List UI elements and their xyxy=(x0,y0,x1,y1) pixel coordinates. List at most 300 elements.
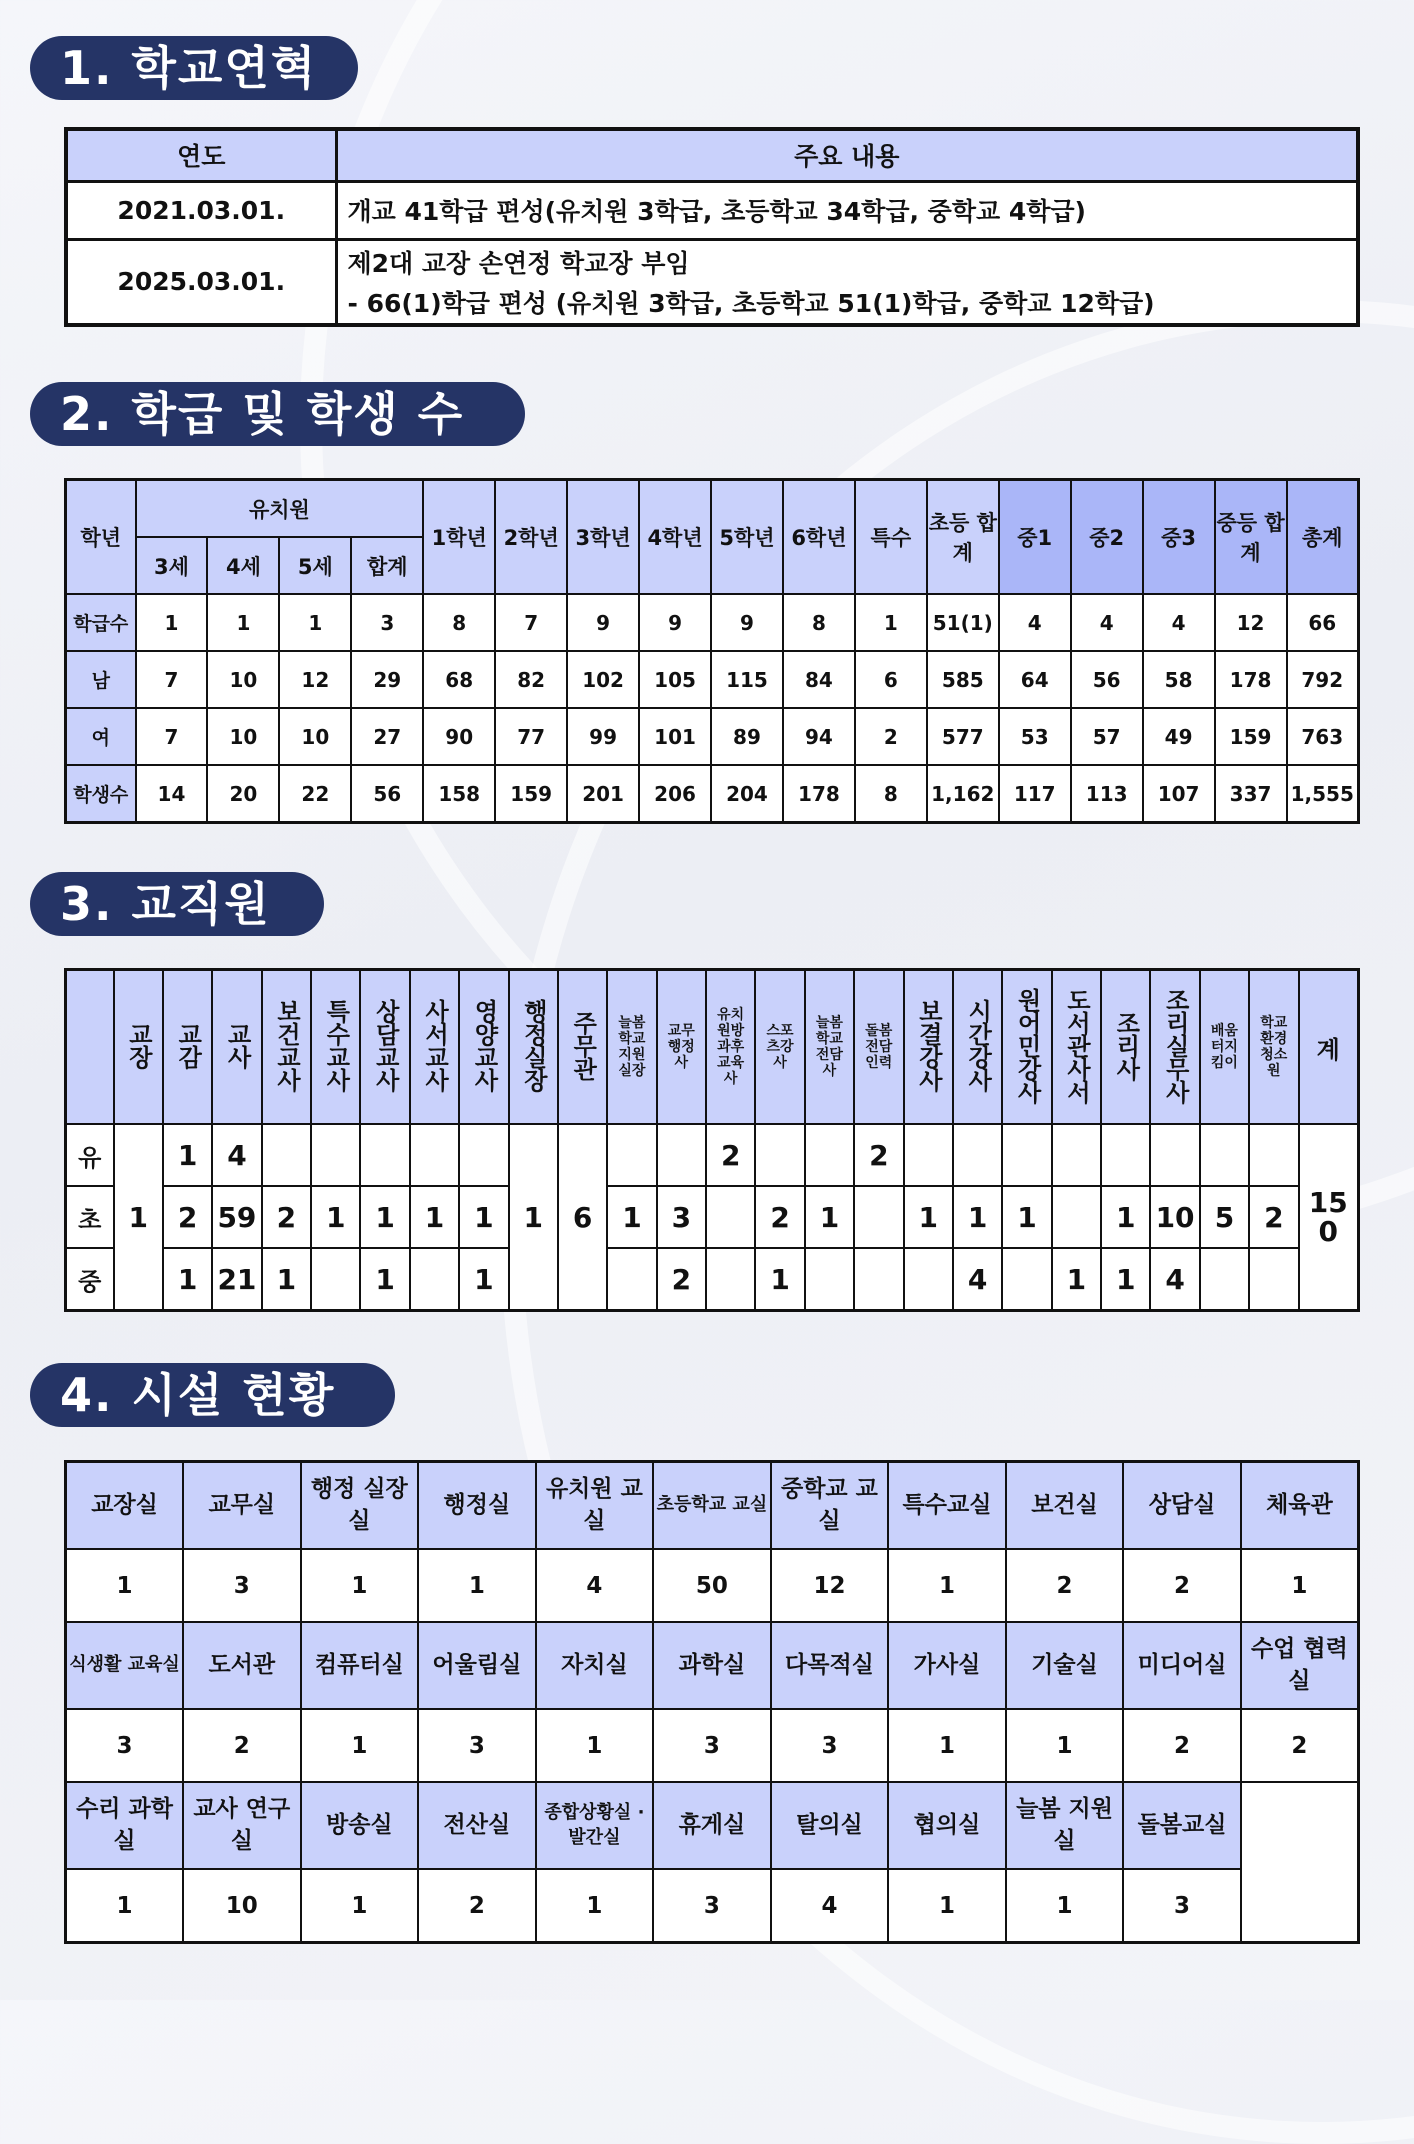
staff-cell xyxy=(755,1124,804,1186)
staff-cell xyxy=(1249,1124,1298,1186)
staff-cell xyxy=(706,1186,755,1248)
staff-cell: 2 xyxy=(755,1186,804,1248)
students-cell: 9 xyxy=(639,594,711,651)
staff-header-label: 학교환경청소원 xyxy=(1260,1014,1288,1080)
column-header: 2학년 xyxy=(495,480,567,595)
staff-header xyxy=(854,970,903,1125)
facility-count: 12 xyxy=(771,1549,889,1622)
facility-name: 기술실 xyxy=(1006,1622,1124,1709)
students-cell: 10 xyxy=(279,708,351,765)
students-cell: 4 xyxy=(1143,594,1215,651)
students-cell: 204 xyxy=(711,765,783,823)
facility-count: 1 xyxy=(888,1869,1006,1943)
staff-row xyxy=(66,1186,1359,1248)
history-content: 개교 41학급 편성(유치원 3학급, 초등학교 34학급, 중학교 4학급) xyxy=(336,181,1358,239)
students-cell: 51(1) xyxy=(927,594,999,651)
facility-empty-cell xyxy=(1241,1782,1359,1943)
facility-name: 자치실 xyxy=(536,1622,654,1709)
section-title-staff: 3. 교직원 xyxy=(30,872,324,936)
staff-header-label: 시간강사 xyxy=(963,999,992,1091)
students-cell: 68 xyxy=(423,651,495,708)
kinder-subheader: 3세 xyxy=(136,537,208,594)
staff-header-label: 유치원방과후교육사 xyxy=(717,1006,745,1088)
facility-count: 1 xyxy=(888,1709,1006,1782)
staff-cell: 5 xyxy=(1200,1186,1249,1248)
staff-cell xyxy=(1101,1124,1150,1186)
staff-header-label: 늘봄학교전담사 xyxy=(815,1014,843,1080)
facility-name: 전산실 xyxy=(418,1782,536,1869)
history-header-content: 주요 내용 xyxy=(336,129,1358,181)
history-header-year: 연도 xyxy=(66,129,336,181)
students-cell: 115 xyxy=(711,651,783,708)
students-cell: 159 xyxy=(1215,708,1287,765)
staff-header-label: 원어민강사 xyxy=(1013,987,1042,1103)
facility-name: 돌봄교실 xyxy=(1123,1782,1241,1869)
students-cell: 4 xyxy=(1071,594,1143,651)
students-cell: 7 xyxy=(136,651,208,708)
facility-count: 3 xyxy=(66,1709,184,1782)
staff-header-label: 교장 xyxy=(124,1022,153,1068)
facility-name: 교사 연구실 xyxy=(183,1782,301,1869)
staff-cell: 1 xyxy=(459,1186,508,1248)
column-header: 1학년 xyxy=(423,480,495,595)
history-content xyxy=(336,239,1358,325)
facility-name: 미디어실 xyxy=(1123,1622,1241,1709)
students-cell: 178 xyxy=(783,765,855,823)
staff-row-label: 중 xyxy=(66,1248,114,1311)
students-cell: 3 xyxy=(351,594,423,651)
staff-cell xyxy=(311,1124,360,1186)
staff-row-label: 유 xyxy=(66,1124,114,1186)
staff-header xyxy=(360,970,409,1125)
students-table xyxy=(64,478,1360,824)
students-cell: 10 xyxy=(207,708,279,765)
history-table xyxy=(64,127,1360,327)
facility-name: 종합상황실 ·발간실 xyxy=(536,1782,654,1869)
facility-count: 1 xyxy=(1006,1869,1124,1943)
facility-count: 10 xyxy=(183,1869,301,1943)
students-cell: 53 xyxy=(999,708,1071,765)
staff-cell xyxy=(1052,1186,1101,1248)
facility-name: 행정 실장실 xyxy=(301,1462,419,1550)
staff-row-label: 초 xyxy=(66,1186,114,1248)
staff-header-label: 조리사 xyxy=(1111,1010,1140,1080)
students-cell: 22 xyxy=(279,765,351,823)
staff-cell xyxy=(657,1124,706,1186)
column-header: 중1 xyxy=(999,480,1071,595)
students-cell: 6 xyxy=(855,651,927,708)
staff-cell xyxy=(904,1248,953,1311)
staff-cell: 1 xyxy=(410,1186,459,1248)
staff-header-label: 스포츠강사 xyxy=(766,1022,794,1072)
students-cell: 763 xyxy=(1287,708,1359,765)
facility-name: 협의실 xyxy=(888,1782,1006,1869)
students-cell: 7 xyxy=(495,594,567,651)
staff-header-label: 늘봄학교지원실장 xyxy=(618,1014,646,1080)
students-body xyxy=(66,594,1359,823)
staff-header-label: 상담교사 xyxy=(371,999,400,1091)
column-header: 초등 합계 xyxy=(927,480,999,595)
students-cell: 201 xyxy=(567,765,639,823)
facility-count: 3 xyxy=(183,1549,301,1622)
staff-cell xyxy=(262,1124,311,1186)
facility-count: 1 xyxy=(1241,1549,1359,1622)
students-cell: 56 xyxy=(351,765,423,823)
staff-cell xyxy=(805,1248,854,1311)
staff-cell: 2 xyxy=(854,1124,903,1186)
staff-cell: 10 xyxy=(1150,1186,1199,1248)
staff-cell: 2 xyxy=(262,1186,311,1248)
staff-header-label: 배움터지킴이 xyxy=(1210,1022,1238,1072)
students-cell: 102 xyxy=(567,651,639,708)
facility-name: 보건실 xyxy=(1006,1462,1124,1550)
staff-cell: 1 xyxy=(755,1248,804,1311)
staff-row xyxy=(66,1248,1359,1311)
staff-header xyxy=(509,970,558,1125)
staff-cell: 1 xyxy=(1052,1248,1101,1311)
staff-cell xyxy=(410,1248,459,1311)
staff-header-label: 교무행정사 xyxy=(667,1022,695,1072)
students-row xyxy=(66,651,1359,708)
facility-name: 컴퓨터실 xyxy=(301,1622,419,1709)
facility-name: 수업 협력실 xyxy=(1241,1622,1359,1709)
students-cell: 56 xyxy=(1071,651,1143,708)
staff-cell xyxy=(1002,1248,1051,1311)
staff-header xyxy=(163,970,212,1125)
staff-header-label: 사서교사 xyxy=(420,999,449,1091)
facility-count: 2 xyxy=(183,1709,301,1782)
column-header: 4학년 xyxy=(639,480,711,595)
staff-cell: 1 xyxy=(262,1248,311,1311)
column-header: 3학년 xyxy=(567,480,639,595)
facility-name: 도서관 xyxy=(183,1622,301,1709)
students-cell: 158 xyxy=(423,765,495,823)
staff-cell xyxy=(1249,1248,1298,1311)
column-header: 중2 xyxy=(1071,480,1143,595)
students-cell: 29 xyxy=(351,651,423,708)
staff-cell: 1 xyxy=(805,1186,854,1248)
facility-name: 유치원 교실 xyxy=(536,1462,654,1550)
staff-header-label: 교감 xyxy=(173,1022,202,1068)
students-row xyxy=(66,594,1359,651)
students-cell: 1 xyxy=(136,594,208,651)
students-cell: 1 xyxy=(207,594,279,651)
students-cell: 577 xyxy=(927,708,999,765)
facility-name: 중학교 교실 xyxy=(771,1462,889,1550)
facility-name: 다목적실 xyxy=(771,1622,889,1709)
staff-cell xyxy=(904,1124,953,1186)
staff-cell xyxy=(1150,1124,1199,1186)
staff-header xyxy=(114,970,163,1125)
section-title-facilities: 4. 시설 현황 xyxy=(30,1363,395,1427)
students-cell: 12 xyxy=(1215,594,1287,651)
staff-cell xyxy=(1052,1124,1101,1186)
facility-name: 늘봄 지원실 xyxy=(1006,1782,1124,1869)
staff-header xyxy=(410,970,459,1125)
staff-header-label: 보결강사 xyxy=(914,999,943,1091)
students-cell: 337 xyxy=(1215,765,1287,823)
students-cell: 10 xyxy=(207,651,279,708)
students-cell: 57 xyxy=(1071,708,1143,765)
staff-cell: 21 xyxy=(212,1248,261,1311)
staff-header xyxy=(1101,970,1150,1125)
students-cell: 2 xyxy=(855,708,927,765)
kinder-subheader: 합계 xyxy=(351,537,423,594)
students-cell: 4 xyxy=(999,594,1071,651)
staff-header-label: 도서관사서 xyxy=(1062,987,1091,1103)
students-cell: 20 xyxy=(207,765,279,823)
column-header: 총계 xyxy=(1287,480,1359,595)
facilities-table xyxy=(64,1460,1360,1944)
students-cell: 84 xyxy=(783,651,855,708)
students-cell: 585 xyxy=(927,651,999,708)
staff-cell: 2 xyxy=(1249,1186,1298,1248)
facility-count: 2 xyxy=(1006,1549,1124,1622)
staff-table xyxy=(64,968,1360,1312)
staff-header-label: 행정실장 xyxy=(519,999,548,1091)
facility-name: 가사실 xyxy=(888,1622,1006,1709)
staff-cell: 2 xyxy=(163,1186,212,1248)
facility-count: 3 xyxy=(1123,1869,1241,1943)
staff-cell: 1 xyxy=(1101,1248,1150,1311)
kinder-subheader: 4세 xyxy=(207,537,279,594)
staff-header-label: 보건교사 xyxy=(272,999,301,1091)
students-cell: 1,162 xyxy=(927,765,999,823)
staff-cell: 1 xyxy=(607,1186,656,1248)
facility-count: 2 xyxy=(1123,1709,1241,1782)
students-cell: 792 xyxy=(1287,651,1359,708)
staff-header xyxy=(953,970,1002,1125)
facility-name: 상담실 xyxy=(1123,1462,1241,1550)
column-header: 중3 xyxy=(1143,480,1215,595)
staff-cell: 1 xyxy=(1002,1186,1051,1248)
staff-cell: 1 xyxy=(360,1186,409,1248)
staff-header xyxy=(262,970,311,1125)
staff-corner xyxy=(66,970,114,1125)
staff-row xyxy=(66,1124,1359,1186)
staff-cell xyxy=(459,1124,508,1186)
staff-header xyxy=(706,970,755,1125)
staff-cell: 1 xyxy=(163,1248,212,1311)
students-cell: 107 xyxy=(1143,765,1215,823)
students-cell: 49 xyxy=(1143,708,1215,765)
students-cell: 1 xyxy=(855,594,927,651)
facility-name-row xyxy=(66,1782,1359,1869)
students-cell: 64 xyxy=(999,651,1071,708)
students-cell: 9 xyxy=(567,594,639,651)
staff-cell: 2 xyxy=(706,1124,755,1186)
students-cell: 58 xyxy=(1143,651,1215,708)
history-year: 2025.03.01. xyxy=(66,239,336,325)
students-cell: 27 xyxy=(351,708,423,765)
facility-name-row xyxy=(66,1462,1359,1550)
facility-count: 4 xyxy=(536,1549,654,1622)
facility-count: 1 xyxy=(301,1549,419,1622)
staff-header xyxy=(459,970,508,1125)
column-header: 특수 xyxy=(855,480,927,595)
staff-header xyxy=(558,970,607,1125)
facility-name: 식생활 교육실 xyxy=(66,1622,184,1709)
students-cell: 14 xyxy=(136,765,208,823)
staff-header-label: 계 xyxy=(1316,1035,1340,1064)
students-cell: 206 xyxy=(639,765,711,823)
facility-name: 휴게실 xyxy=(653,1782,771,1869)
staff-cell: 1 xyxy=(311,1186,360,1248)
students-cell: 89 xyxy=(711,708,783,765)
facility-count: 1 xyxy=(536,1869,654,1943)
staff-cell xyxy=(360,1124,409,1186)
staff-cell xyxy=(1200,1124,1249,1186)
students-row xyxy=(66,708,1359,765)
facility-count: 3 xyxy=(653,1709,771,1782)
staff-header-label: 영양교사 xyxy=(470,999,498,1091)
facility-count: 1 xyxy=(66,1869,184,1943)
staff-cell: 1 xyxy=(904,1186,953,1248)
facility-name: 초등학교 교실 xyxy=(653,1462,771,1550)
facility-name: 방송실 xyxy=(301,1782,419,1869)
students-cell: 159 xyxy=(495,765,567,823)
students-cell: 77 xyxy=(495,708,567,765)
staff-header-label: 주무관 xyxy=(568,1010,597,1080)
facility-count: 1 xyxy=(536,1709,654,1782)
staff-merged-cell: 1 xyxy=(509,1124,558,1311)
facility-count: 2 xyxy=(1123,1549,1241,1622)
staff-header xyxy=(1150,970,1199,1125)
students-cell: 101 xyxy=(639,708,711,765)
students-cell: 1,555 xyxy=(1287,765,1359,823)
students-cell: 94 xyxy=(783,708,855,765)
students-cell: 82 xyxy=(495,651,567,708)
students-cell: 8 xyxy=(423,594,495,651)
facility-name-row xyxy=(66,1622,1359,1709)
facility-name: 과학실 xyxy=(653,1622,771,1709)
students-cell: 7 xyxy=(136,708,208,765)
students-cell: 66 xyxy=(1287,594,1359,651)
staff-cell xyxy=(607,1248,656,1311)
facility-count: 4 xyxy=(771,1869,889,1943)
facility-count: 1 xyxy=(66,1549,184,1622)
staff-header xyxy=(1200,970,1249,1125)
students-cell: 90 xyxy=(423,708,495,765)
staff-cell: 1 xyxy=(459,1248,508,1311)
staff-cell xyxy=(805,1124,854,1186)
staff-cell: 4 xyxy=(953,1248,1002,1311)
staff-header xyxy=(212,970,261,1125)
staff-header xyxy=(1299,970,1359,1125)
facility-name: 교장실 xyxy=(66,1462,184,1550)
facility-value-row xyxy=(66,1869,1359,1943)
staff-cell xyxy=(1200,1248,1249,1311)
facility-count: 1 xyxy=(888,1549,1006,1622)
facility-count: 1 xyxy=(301,1869,419,1943)
students-cell: 12 xyxy=(279,651,351,708)
staff-header xyxy=(1249,970,1298,1125)
facility-count: 1 xyxy=(1006,1709,1124,1782)
section-title-history: 1. 학교연혁 xyxy=(30,36,358,100)
column-header: 5학년 xyxy=(711,480,783,595)
facility-count: 50 xyxy=(653,1549,771,1622)
facility-name: 교무실 xyxy=(183,1462,301,1550)
staff-merged-cell: 6 xyxy=(558,1124,607,1311)
students-cell: 99 xyxy=(567,708,639,765)
facility-count: 3 xyxy=(418,1709,536,1782)
grade-header: 학년 xyxy=(66,480,136,595)
staff-cell xyxy=(706,1248,755,1311)
students-cell: 8 xyxy=(855,765,927,823)
facility-name: 수리 과학실 xyxy=(66,1782,184,1869)
staff-cell: 1 xyxy=(953,1186,1002,1248)
facility-name: 어울림실 xyxy=(418,1622,536,1709)
staff-header-label: 특수교사 xyxy=(321,999,350,1091)
column-header: 6학년 xyxy=(783,480,855,595)
staff-cell xyxy=(854,1248,903,1311)
staff-header-label: 교사 xyxy=(223,1022,252,1068)
row-label: 학급수 xyxy=(66,594,136,651)
students-cell: 9 xyxy=(711,594,783,651)
students-cell: 1 xyxy=(279,594,351,651)
staff-cell xyxy=(854,1186,903,1248)
staff-cell xyxy=(953,1124,1002,1186)
students-cell: 117 xyxy=(999,765,1071,823)
facilities-body xyxy=(66,1462,1359,1943)
staff-cell xyxy=(410,1124,459,1186)
facility-count: 1 xyxy=(301,1709,419,1782)
staff-header-label: 돌봄전담인력 xyxy=(865,1022,893,1072)
facility-count: 3 xyxy=(771,1709,889,1782)
staff-cell: 3 xyxy=(657,1186,706,1248)
staff-header xyxy=(1052,970,1101,1125)
staff-header-label: 조리실무사 xyxy=(1161,987,1190,1103)
staff-cell xyxy=(607,1124,656,1186)
staff-body xyxy=(66,1124,1359,1311)
staff-header-row xyxy=(66,970,1359,1125)
facility-count: 3 xyxy=(653,1869,771,1943)
facility-name: 특수교실 xyxy=(888,1462,1006,1550)
row-label: 여 xyxy=(66,708,136,765)
column-header: 중등 합계 xyxy=(1215,480,1287,595)
students-cell: 113 xyxy=(1071,765,1143,823)
section-title-students: 2. 학급 및 학생 수 xyxy=(30,382,525,446)
facility-count: 2 xyxy=(418,1869,536,1943)
history-year: 2021.03.01. xyxy=(66,181,336,239)
history-content-line: - 66(1)학급 편성 (유치원 3학급, 초등학교 51(1)학급, 중학교 12학급) xyxy=(347,288,1155,318)
facility-name: 행정실 xyxy=(418,1462,536,1550)
row-label: 남 xyxy=(66,651,136,708)
staff-header xyxy=(1002,970,1051,1125)
staff-header xyxy=(311,970,360,1125)
facility-value-row xyxy=(66,1549,1359,1622)
kinder-subheader: 5세 xyxy=(279,537,351,594)
staff-header xyxy=(657,970,706,1125)
staff-header xyxy=(805,970,854,1125)
facility-value-row xyxy=(66,1709,1359,1782)
staff-cell: 4 xyxy=(1150,1248,1199,1311)
history-content-line: 제2대 교장 손연정 학교장 부임 xyxy=(347,248,690,278)
staff-header xyxy=(904,970,953,1125)
staff-header xyxy=(607,970,656,1125)
row-label: 학생수 xyxy=(66,765,136,823)
students-row xyxy=(66,765,1359,823)
staff-cell xyxy=(1002,1124,1051,1186)
staff-cell: 2 xyxy=(657,1248,706,1311)
staff-header xyxy=(755,970,804,1125)
staff-cell: 59 xyxy=(212,1186,261,1248)
kinder-header: 유치원 xyxy=(136,480,424,538)
students-cell: 8 xyxy=(783,594,855,651)
staff-cell: 4 xyxy=(212,1124,261,1186)
staff-cell xyxy=(311,1248,360,1311)
staff-cell: 1 xyxy=(360,1248,409,1311)
